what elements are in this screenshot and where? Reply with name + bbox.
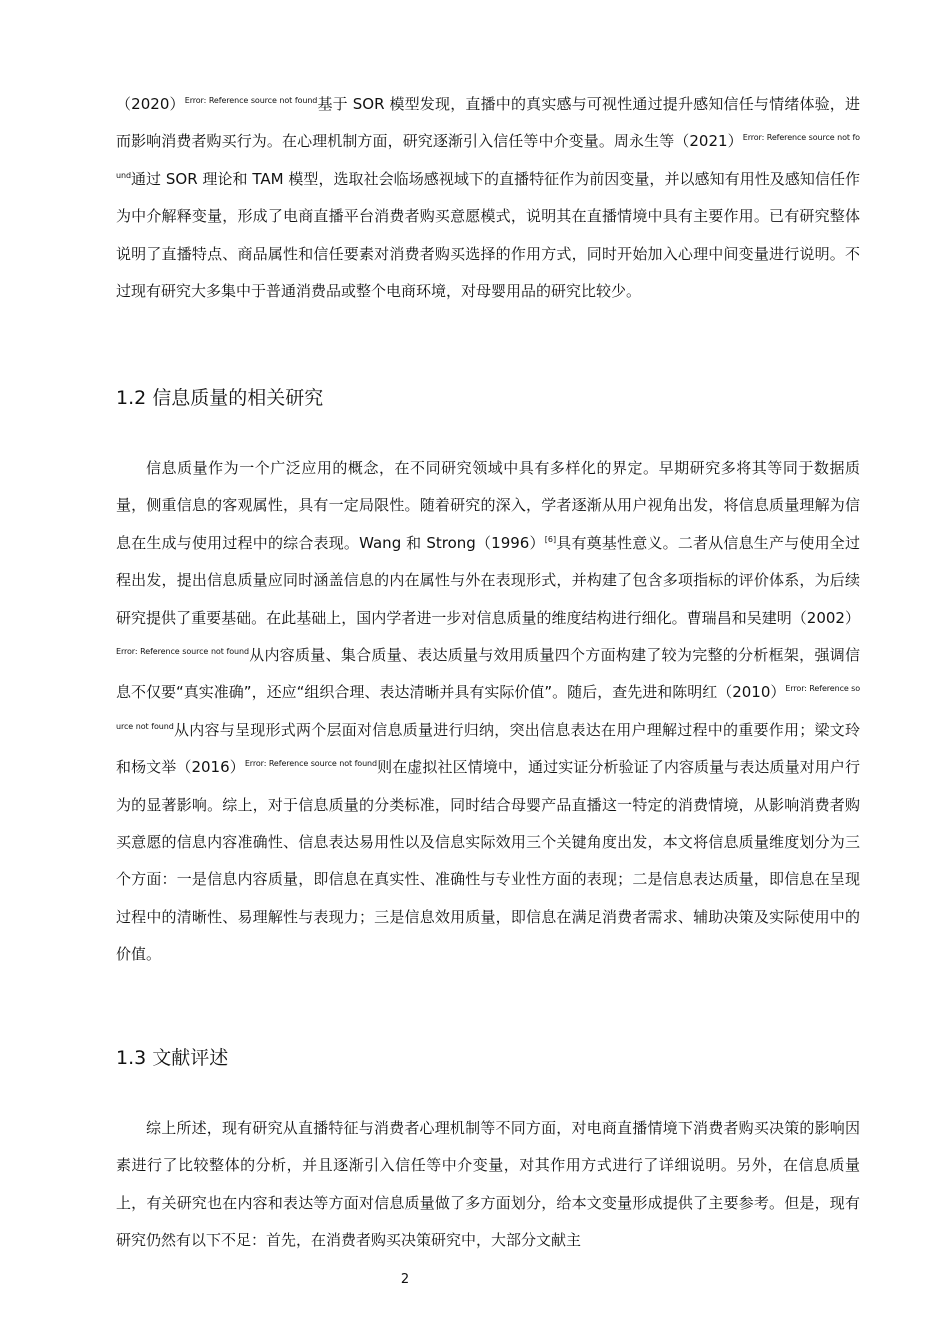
section-heading-1-2: 1.2 信息质量的相关研究: [116, 387, 324, 409]
paragraph-text: 基于 SOR 模型发现，直播中的真实感与可视性通过提升感知信任与情绪体验，进而影响消费者购买行为。在心理机制方面，研究逐渐引入信任等中介变量。周永生等（2021）: [116, 95, 860, 151]
paragraph-text: 通过 SOR 理论和 TAM 模型，选取社会临场感视域下的直播特征作为前因变量，并以感知有用性及感知信任作为中介解释变量，形成了电商直播平台消费者购买意愿模式，说明其在直播情境中具有主要作用。已有研究整体说明了直播特点、商品属性和信任要素对消费者购买选择的作用方式，同时开始加入心理中间变量进行说明。不过现有研究大多集中于普通消费品或整个电商环境，对母婴用品的研究比较少。: [116, 169, 860, 301]
section-heading-1-3: 1.3 文献评述: [116, 1047, 229, 1069]
reference-error: Error: Reference source not found: [116, 684, 861, 731]
paragraph-2-block: [116, 450, 860, 974]
reference-error: Error: Reference source not found: [244, 759, 378, 769]
paragraph-text: 信息质量作为一个广泛应用的概念，在不同研究领域中具有多样化的界定。早期研究多将其等同于数据质量，侧重信息的客观属性，具有一定局限性。随着研究的深入，学者逐渐从用户视角出发，将信息质量理解为信息在生成与使用过程中的综合表现。Wang 和 Strong（1996）: [116, 459, 860, 552]
paragraph-3: 综上所述，现有研究从直播特征与消费者心理机制等不同方面，对电商直播情境下消费者购买决策的影响因素进行了比较整体的分析，并且逐渐引入信任等中介变量，对其作用方式进行了详细说明。另外，在信息质量上，有关研究也在内容和表达等方面对信息质量做了多方面划分，给本文变量形成提供了主要参考。但是，现有研究仍然有以下不足：首先，在消费者购买决策研究中，大部分文献主: [116, 1119, 860, 1250]
paragraph-1: [116, 86, 860, 310]
paragraph-1-block: [116, 86, 860, 310]
paragraph-text: 具有奠基性意义。二者从信息生产与使用全过程出发，提出信息质量应同时涵盖信息的内在属性与外在表现形式，并构建了包含多项指标的评价体系，为后续研究提供了重要基础。在此基础上，国内学者进一步对信息质量的维度结构进行细化。曹瑞昌和吴建明（2002）: [116, 533, 860, 627]
paragraph-2: [116, 450, 860, 974]
page-number: 2: [400, 1272, 410, 1287]
paragraph-text: 从内容质量、集合质量、表达质量与效用质量四个方面构建了较为完整的分析框架，强调信息不仅要“真实准确”，还应“组织合理、表达清晰并具有实际价值”。随后，查先进和陈明红（2010）: [116, 646, 860, 702]
paragraph-text: 则在虚拟社区情境中，通过实证分析验证了内容质量与表达质量对用户行为的显著影响。综上，对于信息质量的分类标准，同时结合母婴产品直播这一特定的消费情境，从影响消费者购买意愿的信息内容准确性、信息表达易用性以及信息实际效用三个关键角度出发，本文将信息质量维度划分为三个方面：一是信息内容质量，即信息在真实性、准确性与专业性方面的表现；二是信息表达质量，即信息在呈现过程中的清晰性、易理解性与表现力；三是信息效用质量，即信息在满足消费者需求、辅助决策及实际使用中的价值。: [116, 758, 860, 964]
reference-error: Error: Reference source not found: [116, 133, 860, 180]
reference-superscript: [6]: [544, 534, 557, 544]
paragraph-3-block: [116, 1110, 860, 1260]
paragraph-text: 从内容与呈现形式两个层面对信息质量进行归纳，突出信息表达在用户理解过程中的重要作用；梁文玲和杨文举（2016）: [116, 720, 860, 777]
citation-year: （2020）: [116, 95, 185, 113]
reference-error: Error: Reference source not found: [116, 647, 249, 657]
reference-error: Error: Reference source not found: [184, 96, 318, 105]
